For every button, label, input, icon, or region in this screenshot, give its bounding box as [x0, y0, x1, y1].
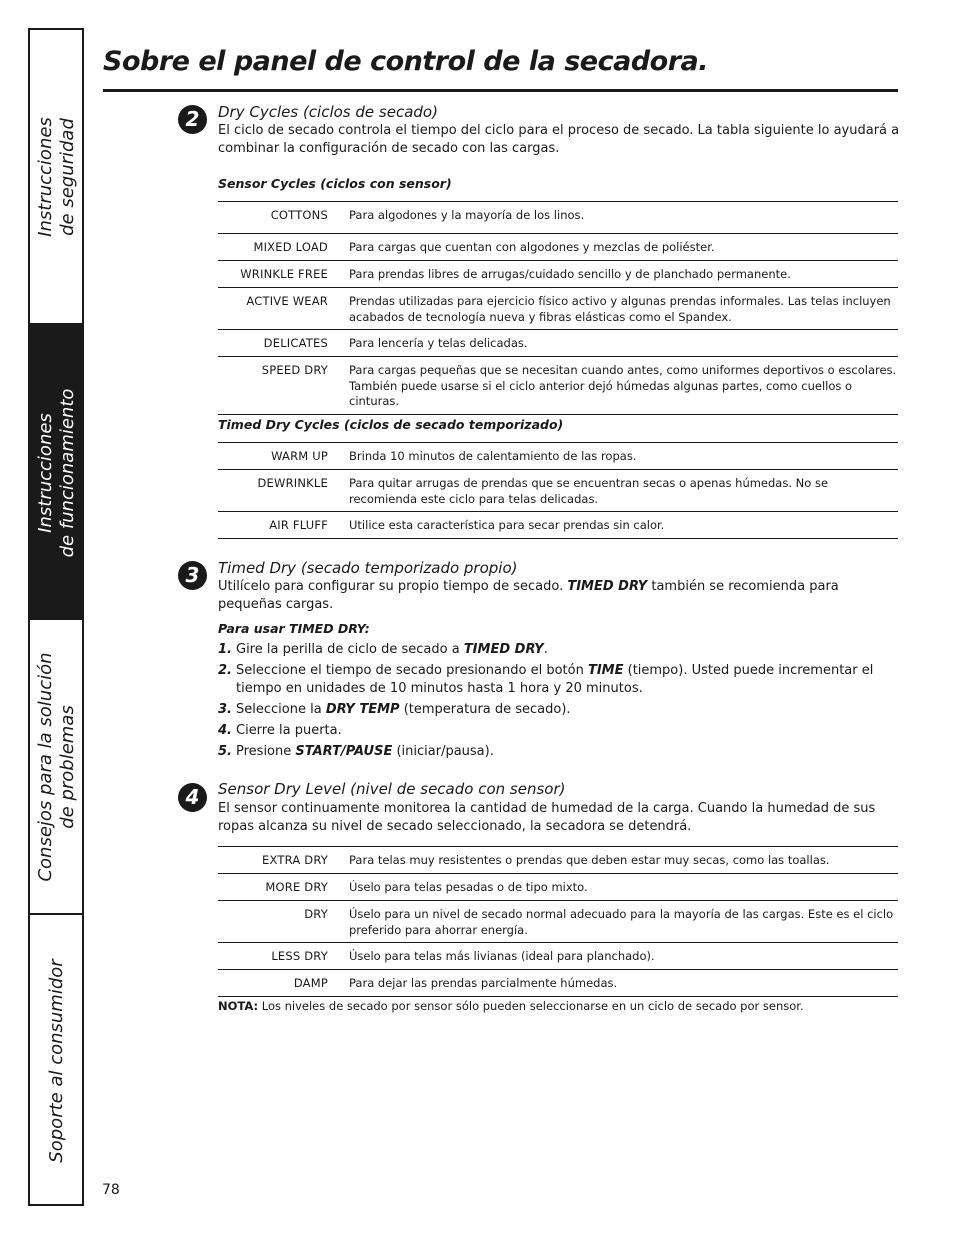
dry-level-table	[218, 846, 898, 997]
list-item: 4. Cierre la puerta.	[218, 723, 342, 738]
cycle-desc: Para cargas que cuentan con algodones y mezclas de poliéster.	[349, 234, 898, 261]
cycle-desc: Para quitar arrugas de prendas que se encuentran secas o apenas húmedas. No se recomienda este ciclo para telas delicadas.	[349, 470, 898, 512]
section-title-sensor-dry-level: Sensor Dry Level (nivel de secado con sensor)	[218, 780, 566, 798]
level-desc: Para dejar las prendas parcialmente húmedas.	[349, 970, 898, 997]
section-body-sensor-dry-level: El sensor continuamente monitorea la cantidad de humedad de la carga. Cuando la humedad de sus ropas alcanza su nivel de secado seleccionado, la secadora se detendrá.	[218, 801, 876, 834]
table-row	[218, 512, 898, 539]
table-row	[218, 202, 898, 234]
list-item: 3. Seleccione la DRY TEMP (temperatura de secado).	[218, 702, 571, 717]
tab-troubleshooting[interactable]	[30, 620, 84, 915]
table-row	[218, 943, 898, 970]
timed-cycles-table	[218, 442, 898, 539]
note-label: NOTA:	[218, 999, 259, 1013]
cycle-desc: Para prendas libres de arrugas/cuidado sencillo y de planchado permanente.	[349, 261, 898, 288]
cycle-name: ACTIVE WEAR	[218, 288, 349, 330]
cycle-desc: Para cargas pequeñas que se necesitan cuando antes, como uniformes deportivos o escolares. También puede usarse si el ciclo anterior dejó húmedas algunas partes, como cuellos o cinturas.	[349, 357, 898, 415]
tab-consumer-support[interactable]	[30, 915, 84, 1206]
title-rule	[103, 89, 898, 92]
tab-label: de seguridad	[57, 117, 78, 236]
level-desc: Úselo para telas más livianas (ideal para planchado).	[349, 943, 898, 970]
cycle-name: DELICATES	[218, 330, 349, 357]
level-desc: Úselo para telas pesadas o de tipo mixto.	[349, 874, 898, 901]
table-row	[218, 443, 898, 470]
tab-label: de funcionamiento	[57, 388, 78, 557]
step-number-3: 3	[178, 561, 207, 590]
cycle-desc: Prendas utilizadas para ejercicio físico activo y algunas prendas informales. Las telas incluyen acabados de tecnología nueva y fibras elásticas como el Spandex.	[349, 288, 898, 330]
step-number-2: 2	[178, 105, 207, 134]
sensor-cycles-table	[218, 201, 898, 415]
level-name: EXTRA DRY	[218, 847, 349, 874]
tab-label: Instrucciones	[35, 412, 56, 533]
cycle-desc: Utilice esta característica para secar prendas sin calor.	[349, 512, 898, 539]
step-number-4: 4	[178, 783, 207, 812]
side-tab-bar	[28, 28, 84, 1206]
list-item: 1. Gire la perilla de ciclo de secado a TIMED DRY.	[218, 642, 548, 657]
tab-label: Soporte al consumidor	[46, 958, 67, 1163]
tab-divider	[82, 28, 84, 1206]
tab-label: Instrucciones	[35, 116, 56, 237]
level-name: DRY	[218, 901, 349, 943]
cycle-name: DEWRINKLE	[218, 470, 349, 512]
cycle-name: COTTONS	[218, 202, 349, 234]
section-body-dry-cycles: El ciclo de secado controla el tiempo del ciclo para el proceso de secado. La tabla siguiente lo ayudará a combinar la configuración de secado con las cargas.	[218, 123, 900, 156]
note	[218, 999, 804, 1013]
cycle-name: WARM UP	[218, 443, 349, 470]
cycle-name: WRINKLE FREE	[218, 261, 349, 288]
table-row	[218, 874, 898, 901]
level-desc: Úselo para un nivel de secado normal adecuado para la mayoría de las cargas. Este es el ciclo preferido para ahorrar energía.	[349, 901, 898, 943]
cycle-desc: Para lencería y telas delicadas.	[349, 330, 898, 357]
table-row	[218, 847, 898, 874]
section-title-dry-cycles: Dry Cycles (ciclos de secado)	[218, 103, 438, 121]
subhead-how-to-use: Para usar TIMED DRY:	[218, 621, 370, 636]
table-row	[218, 288, 898, 330]
page-title: Sobre el panel de control de la secadora.	[103, 46, 708, 77]
table-row	[218, 470, 898, 512]
level-name: LESS DRY	[218, 943, 349, 970]
cycle-name: AIR FLUFF	[218, 512, 349, 539]
cycle-desc: Para algodones y la mayoría de los linos.	[349, 202, 898, 234]
table-row	[218, 234, 898, 261]
page-number: 78	[102, 1182, 120, 1198]
tab-label: Consejos para la solución	[35, 651, 56, 882]
level-name: DAMP	[218, 970, 349, 997]
subhead-timed-cycles: Timed Dry Cycles (ciclos de secado temporizado)	[218, 417, 564, 432]
cycle-name: MIXED LOAD	[218, 234, 349, 261]
level-name: MORE DRY	[218, 874, 349, 901]
section-title-timed-dry: Timed Dry (secado temporizado propio)	[218, 559, 518, 577]
subhead-sensor-cycles: Sensor Cycles (ciclos con sensor)	[218, 176, 452, 191]
note-text: Los niveles de secado por sensor sólo pueden seleccionarse en un ciclo de secado por sensor.	[258, 999, 804, 1013]
table-row	[218, 357, 898, 415]
timed-dry-steps	[218, 641, 878, 764]
level-desc: Para telas muy resistentes o prendas que deben estar muy secas, como las toallas.	[349, 847, 898, 874]
tab-label: de problemas	[57, 704, 78, 829]
list-item: 2. Seleccione el tiempo de secado presionando el botón TIME (tiempo). Usted puede incrementar el tiempo en unidades de 10 minutos hasta 1 hora y 20 minutos.	[218, 663, 874, 696]
table-row	[218, 970, 898, 997]
table-row	[218, 901, 898, 943]
section-body-timed-dry: Utilícelo para configurar su propio tiempo de secado. TIMED DRY también se recomienda para pequeñas cargas.	[218, 579, 839, 612]
table-row	[218, 330, 898, 357]
table-row	[218, 261, 898, 288]
cycle-desc: Brinda 10 minutos de calentamiento de las ropas.	[349, 443, 898, 470]
cycle-name: SPEED DRY	[218, 357, 349, 415]
tab-operating-instructions[interactable]	[30, 325, 84, 620]
tab-safety-instructions[interactable]	[30, 30, 84, 325]
list-item: 5. Presione START/PAUSE (iniciar/pausa).	[218, 744, 494, 759]
